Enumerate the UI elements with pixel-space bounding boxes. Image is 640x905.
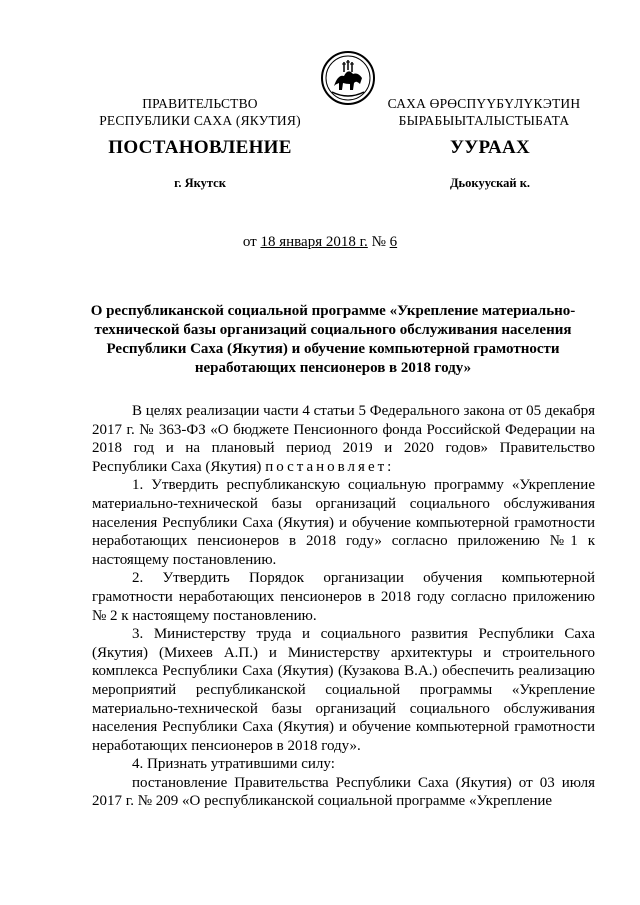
- document-date: 18 января 2018 г.: [260, 234, 368, 250]
- government-name-ru: [95, 95, 305, 129]
- paragraph-1: 1. Утвердить республиканскую социальную программу «Укрепление материально-технической базы организаций социального обслуживания населения Республики Саха (Якутия) и обучение компьютерной грамотности неработающих пенсионеров в 2018 году» согласно приложению №1 к настоящему постановлению.: [92, 477, 595, 568]
- intro-text: В целях реализации части 4 статьи 5 Федерального закона от 05 декабря 2017 г. № 363-ФЗ «О бюджете Пенсионного фонда Российской Федерации на 2018 год и на плановый период 2019 и 2020 годов» Правительство Республики Саха (Якутия): [92, 403, 595, 475]
- paragraph-intro: [92, 402, 595, 476]
- document-number: 6: [389, 234, 398, 250]
- city-sah: Дьокуускай к.: [449, 176, 531, 190]
- header-right-line2: БЫРАБЫЫТАЛЫСТЫБАТА: [398, 113, 570, 128]
- paragraph-2: 2. Утвердить Порядок организации обучения компьютерной грамотности неработающих пенсионеров в 2018 году согласно приложению № 2 к настоящему постановлению.: [92, 570, 595, 624]
- decree-word: постановляет:: [265, 458, 395, 475]
- paragraph-3: 3. Министерству труда и социального развития Республики Саха (Якутия) (Михеев А.П.) и Министерству архитектуры и строительного комплекса Республики Саха (Якутия) (Кузакова В.А.) обеспечить реализацию мероприятий республиканской социальной программы «Укрепление материально-технической базы организаций социального обслуживания населения Республики Саха (Якутия) и обучение компьютерной грамотности неработающих пенсионеров в 2018 году».: [92, 626, 595, 754]
- city-ru: г. Якутск: [174, 176, 226, 190]
- paragraph-5: постановление Правительства Республики Саха (Якутия) от 03 июля 2017 г. № 209 «О республиканской социальной программе «Укрепление: [92, 774, 595, 810]
- document-title: О республиканской социальной программе «Укрепление материально-технической базы организаций социального обслуживания населения Республики Саха (Якутия) и обучение компьютерной грамотности неработающих пенсионеров в 2018 году»: [90, 303, 576, 376]
- document-body: [92, 402, 595, 811]
- coat-of-arms-emblem: [320, 50, 376, 106]
- dateline-number-label: №: [367, 234, 390, 250]
- document-type-sah: УУРААХ: [449, 137, 531, 158]
- header-left-line2: РЕСПУБЛИКИ САХА (ЯКУТИЯ): [99, 113, 301, 128]
- government-name-sah: [378, 95, 590, 129]
- paragraph-4: 4. Признать утратившими силу:: [132, 756, 335, 773]
- header-right-line1: САХА ӨРӨСПҮҮБҮЛҮКЭТИН: [387, 96, 581, 111]
- document-type-ru: ПОСТАНОВЛЕНИЕ: [108, 137, 292, 158]
- header-left-line1: ПРАВИТЕЛЬСТВО: [142, 96, 258, 111]
- document-dateline: [0, 234, 640, 251]
- dateline-prefix: от: [242, 234, 261, 250]
